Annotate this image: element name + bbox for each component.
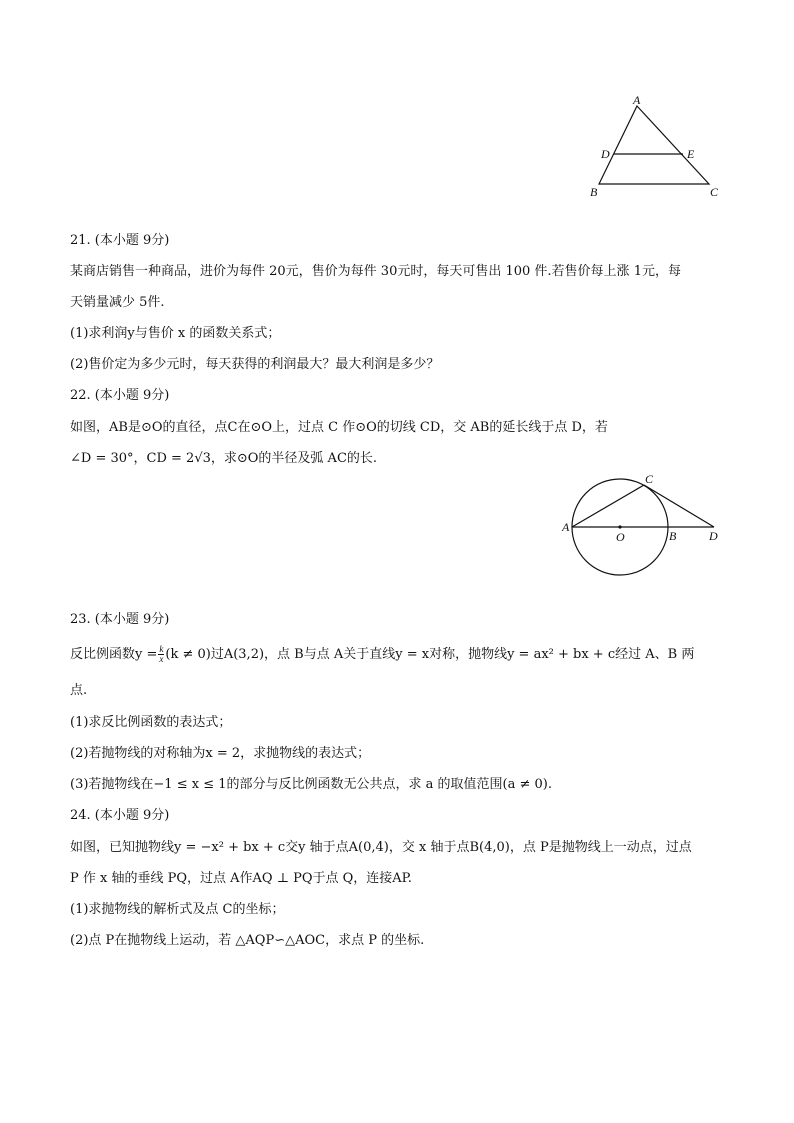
q21-part2: (2)售价定为多少元时，每天获得的利润最大？最大利润是多少？ [70,357,440,372]
triangle-diagram [585,92,725,202]
triangle-figure [585,92,725,202]
q23-header: 23. (本小题 9分) [70,612,170,627]
q24-stem-line1: 如图，已知抛物线y = −x² + bx + c交y 轴于点A(0,4)，交 x 轴于点B(4,0)，点 P是抛物线上一动点，过点 [70,840,692,855]
q23-stem-part-a: 反比例函数y = [70,647,158,662]
fraction-denominator: x [159,654,164,664]
q21-part1: (1)求利润y与售价 x 的函数关系式； [70,326,281,341]
q21-stem-line2: 天销量减少 5件. [70,295,165,310]
q24-part1: (1)求抛物线的解析式及点 C的坐标； [70,902,285,917]
q23-part3: (3)若抛物线在−1 ≤ x ≤ 1的部分与反比例函数无公共点，求 a 的取值范围(a ≠ 0). [70,777,552,792]
q22-stem-line2: ∠D = 30°，CD = 2√3，求⊙O的半径及弧 AC的长. [70,451,378,466]
center-point-o [618,525,621,528]
label-c: C [710,185,719,199]
fraction-numerator: k [159,644,164,654]
label-o: O [616,530,625,544]
q22-stem-line1: 如图，AB是⊙O的直径，点C在⊙O上，过点 C 作⊙O的切线 CD，交 AB的延长线于点 D，若 [70,420,608,435]
label-d: D [601,147,610,161]
tangent-cd [644,485,714,527]
fraction-k-over-x [158,645,164,664]
label-e: E [687,147,695,161]
q24-stem-line2: P 作 x 轴的垂线 PQ，过点 A作AQ ⊥ PQ于点 Q，连接AP. [70,871,412,886]
circle-diagram [556,470,728,582]
triangle-abc [599,106,709,184]
q21-stem-line1: 某商店销售一种商品，进价为每件 20元，售价为每件 30元时，每天可售出 100 件.若售价每上涨 1元，每 [70,264,681,279]
q23-stem-line1 [70,645,730,665]
q23-stem-line2: 点. [70,683,88,698]
q23-part2: (2)若抛物线的对称轴为x = 2，求抛物线的表达式； [70,746,371,761]
q23-part1: (1)求反比例函数的表达式； [70,715,232,730]
q24-part2: (2)点 P在抛物线上运动，若 △AQP∽△AOC，求点 P 的坐标. [70,933,425,948]
label-b: B [590,185,598,199]
label-b: B [669,529,677,543]
label-d: D [709,529,718,543]
label-c: C [645,472,654,486]
label-a: A [633,93,641,107]
q22-header: 22. (本小题 9分) [70,388,170,403]
q24-header: 24. (本小题 9分) [70,808,170,823]
circle-figure [556,470,728,582]
q21-header: 21. (本小题 9分) [70,233,170,248]
q23-stem-part-b: (k ≠ 0)过A(3,2)，点 B与点 A关于直线y = x对称，抛物线y = ax² + bx + c经过 A、B 两 [165,647,695,662]
chord-ac [572,485,644,527]
label-a: A [562,520,570,534]
